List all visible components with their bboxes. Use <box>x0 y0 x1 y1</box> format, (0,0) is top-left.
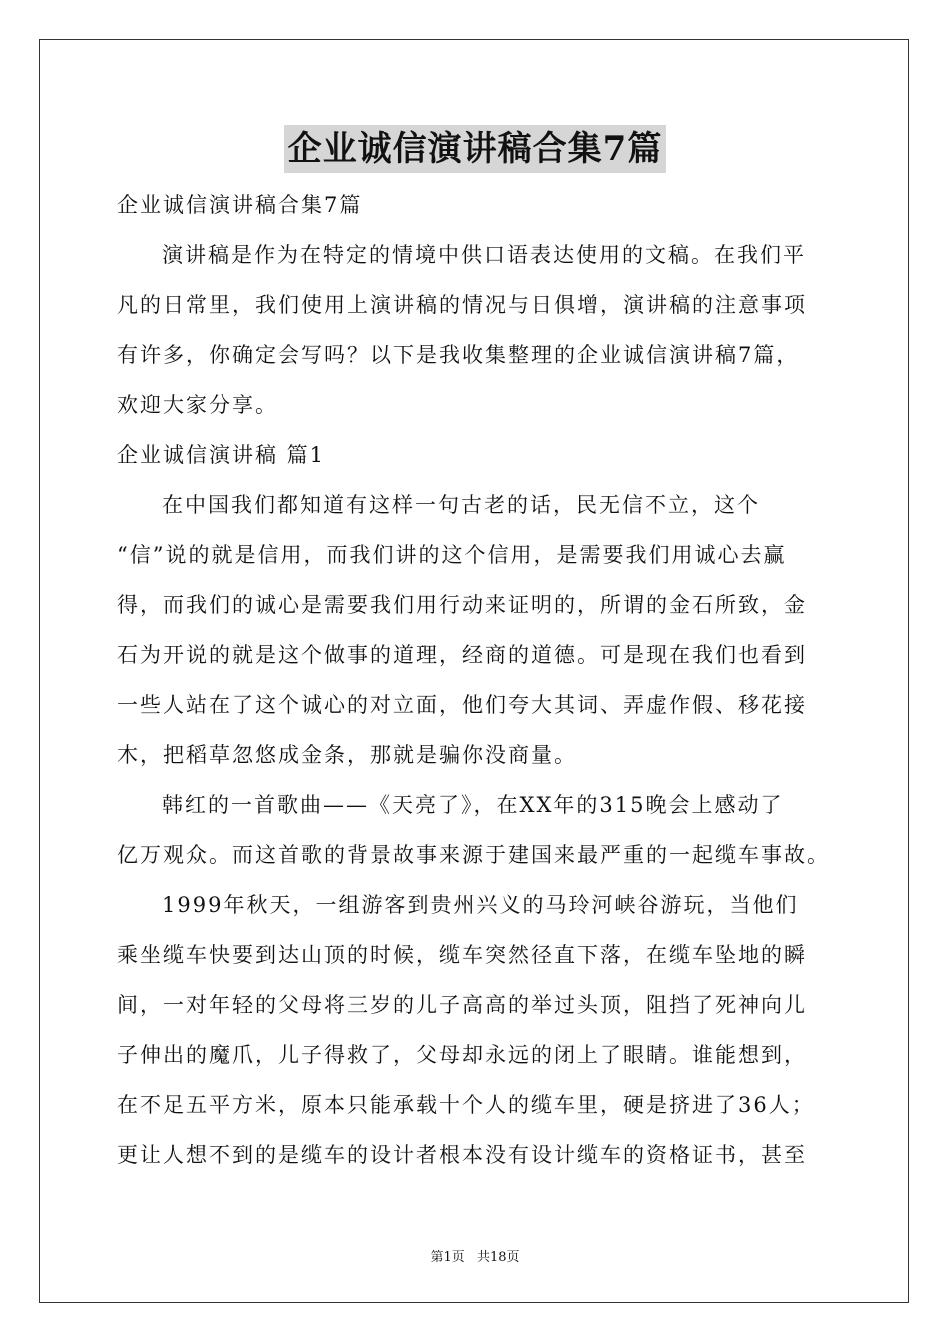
document-title: 企业诚信演讲稿合集7篇 <box>284 125 667 173</box>
text-line: 子伸出的魔爪，儿子得救了，父母却永远的闭上了眼睛。谁能想到， <box>117 1043 807 1067</box>
page-number: 第1页 <box>430 1250 465 1265</box>
document-title-wrap <box>0 125 950 173</box>
text-line: 得，而我们的诚心是需要我们用行动来证明的，所谓的金石所致，金 <box>117 593 807 617</box>
text-line: 企业诚信演讲稿合集7篇 <box>117 193 363 217</box>
text-line: 更让人想不到的是缆车的设计者根本没有设计缆车的资格证书，甚至 <box>117 1143 807 1167</box>
text-line: 1999年秋天，一组游客到贵州兴义的马玲河峡谷游玩，当他们 <box>162 893 799 917</box>
text-line: 在不足五平方米，原本只能承载十个人的缆车里，硬是挤进了36人； <box>117 1093 815 1117</box>
text-line: 木，把稻草忽悠成金条，那就是骗你没商量。 <box>117 743 577 767</box>
text-line: 欢迎大家分享。 <box>117 393 278 417</box>
text-line: 在中国我们都知道有这样一句古老的话，民无信不立，这个 <box>162 493 760 517</box>
text-line: 间，一对年轻的父母将三岁的儿子高高的举过头顶，阻挡了死神向儿 <box>117 993 807 1017</box>
text-line: 有许多，你确定会写吗？以下是我收集整理的企业诚信演讲稿7篇， <box>117 343 800 367</box>
text-line: 亿万观众。而这首歌的背景故事来源于建国来最严重的一起缆车事故。 <box>117 843 830 867</box>
page-footer <box>0 1246 950 1265</box>
document-body <box>117 180 837 1180</box>
text-line: 韩红的一首歌曲——《天亮了》，在XX年的315晚会上感动了 <box>162 793 784 817</box>
text-line: 企业诚信演讲稿 篇1 <box>117 443 326 467</box>
text-line: 乘坐缆车快要到达山顶的时候，缆车突然径直下落，在缆车坠地的瞬 <box>117 943 807 967</box>
text-line: 演讲稿是作为在特定的情境中供口语表达使用的文稿。在我们平 <box>162 243 806 267</box>
text-line: “信”说的就是信用，而我们讲的这个信用，是需要我们用诚心去赢 <box>117 543 787 567</box>
text-line: 石为开说的就是这个做事的道理，经商的道德。可是现在我们也看到 <box>117 643 807 667</box>
text-line: 一些人站在了这个诚心的对立面，他们夸大其词、弄虚作假、移花接 <box>117 693 807 717</box>
text-line: 凡的日常里，我们使用上演讲稿的情况与日俱增，演讲稿的注意事项 <box>117 293 807 317</box>
page-total: 共18页 <box>476 1250 520 1265</box>
